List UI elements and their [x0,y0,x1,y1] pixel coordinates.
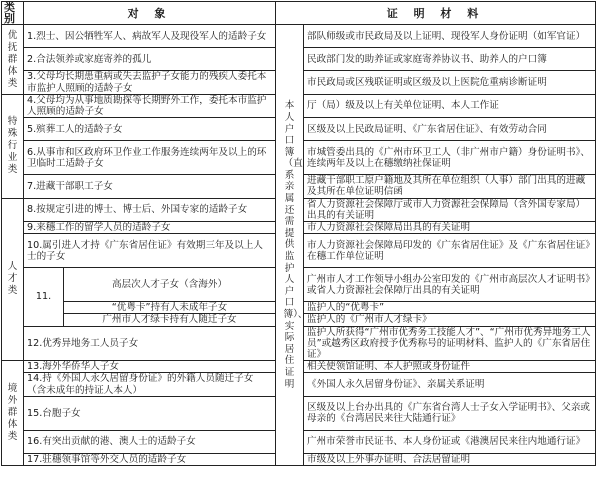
material-cell: 广州市荣誉市民证书、本人身份证或《港澳居民来往内地通行证》 [304,430,596,453]
material-cell: 市人力资源社会保障局出具的有关证明 [304,222,596,234]
object-cell: 17.驻穗领事馆等外交人员的适龄子女 [24,453,276,465]
material-cell: 厅（局）级及以上有关单位证明、本人工作证 [304,94,596,117]
material-cell: 市人力资源社会保障局印发的《广东省居住证》及《广东省居住证》在穗工作单位证明 [304,234,596,268]
header-row [2,2,596,25]
material-cell: 《外国人永久居留身份证》、亲属关系证明 [304,373,596,396]
common-material-cell: 本人户口簿（直系亲属还需提供监护人户口簿）、实际居住证明 [276,25,304,466]
object-cell: 5.殡葬工人的适龄子女 [24,118,276,141]
object-cell: 2.合法领养或家庭寄养的孤儿 [24,48,276,71]
material-cell: 市民政局或区残联证明或区级及以上医院危重病诊断证明 [304,71,596,94]
category-cell: 境外群体类 [2,361,24,466]
object-cell: 广州市人才绿卡持有人随迁子女 [64,314,276,326]
material-cell: 市城管委出具的《广州市环卫工人（非广州市户籍）身份证明书》、连续两年及以上在穗缴纳社保证明 [304,141,596,175]
material-cell: 区级及以上台办出具的《广东省台湾人士子女入学证明书》、父亲或母亲的《台湾居民来往大陆通行证》 [304,396,596,430]
header-category: 类别 [2,2,24,25]
object-cell: 15.台胞子女 [24,396,276,430]
object-cell: 14.持《外国人永久居留身份证》的外籍人员随迁子女（含未成年的持证人本人） [24,373,276,396]
category-cell: 特殊行业类 [2,94,24,198]
material-cell: 监护人所获得“广州市优秀务工技能人才”、“广州市优秀异地务工人员”或越秀区政府授予优秀称号的证明材料、监护人的《广东省居住证》 [304,326,596,361]
material-cell: 区级及以上民政局证明、《广东省居住证》、有效劳动合同 [304,118,596,141]
material-cell: 相关使领馆证明、本人护照或身份证件 [304,361,596,373]
object-cell: 1.烈士、因公牺牲军人、病故军人及现役军人的适龄子女 [24,25,276,48]
object-cell: 6.从事市和区政府环卫作业工作服务连续两年及以上的环卫临时工适龄子女 [24,141,276,175]
item-11-label: 11. [24,268,64,326]
material-cell: 市级及以上外事办证明、合法居留证明 [304,453,596,465]
material-cell: 广州市人才工作领导小组办公室印发的《广州市高层次人才证明书》或省人力资源社会保障厅出具的有关证明 [304,268,596,302]
object-cell: 10.属引进人才持《广东省居住证》有效期三年及以上人士的子女 [24,234,276,268]
category-cell: 人才类 [2,198,24,361]
object-cell: 3.父母均长期患重病或失去监护子女能力的残疾人委托本市监护人照顾的适龄子女 [24,71,276,94]
header-materials: 证 明 材 料 [276,2,596,25]
object-cell: 9.来穗工作的留学人员的适龄子女 [24,222,276,234]
header-object: 对 象 [24,2,276,25]
object-cell: 12.优秀异地务工人员子女 [24,326,276,361]
material-cell: 监护人的《广州市人才绿卡》 [304,314,596,326]
object-cell: 16.有突出贡献的港、澳人士的适龄子女 [24,430,276,453]
object-cell: “优粤卡”持有人未成年子女 [64,302,276,314]
material-cell: 监护人的“优粤卡” [304,302,596,314]
object-cell: 8.按规定引进的博士、博士后、外国专家的适龄子女 [24,198,276,221]
material-cell: 省人力资源社会保障厅或市人力资源社会保障局（含外国专家局）出具的有关证明 [304,198,596,221]
table-row [2,25,596,48]
category-cell: 优抚群体类 [2,25,24,94]
material-cell: 进藏干部职工原户籍地及其所在单位组织（人事）部门出具的进藏及其所在单位证明信函 [304,175,596,198]
object-cell: 13.海外华侨华人子女 [24,361,276,373]
material-cell: 部队师级或市民政局及以上证明、现役军人身份证明（如军官证） [304,25,596,48]
object-cell: 7.进藏干部职工子女 [24,175,276,198]
admission-materials-table [1,1,596,466]
object-cell: 4.父母均为从事地质勘探等长期野外工作，委托本市监护人照顾的适龄子女 [24,94,276,117]
object-cell: 高层次人才子女（含海外） [64,268,276,302]
material-cell: 民政部门发的助养证或家庭寄养协议书、助养人的户口簿 [304,48,596,71]
